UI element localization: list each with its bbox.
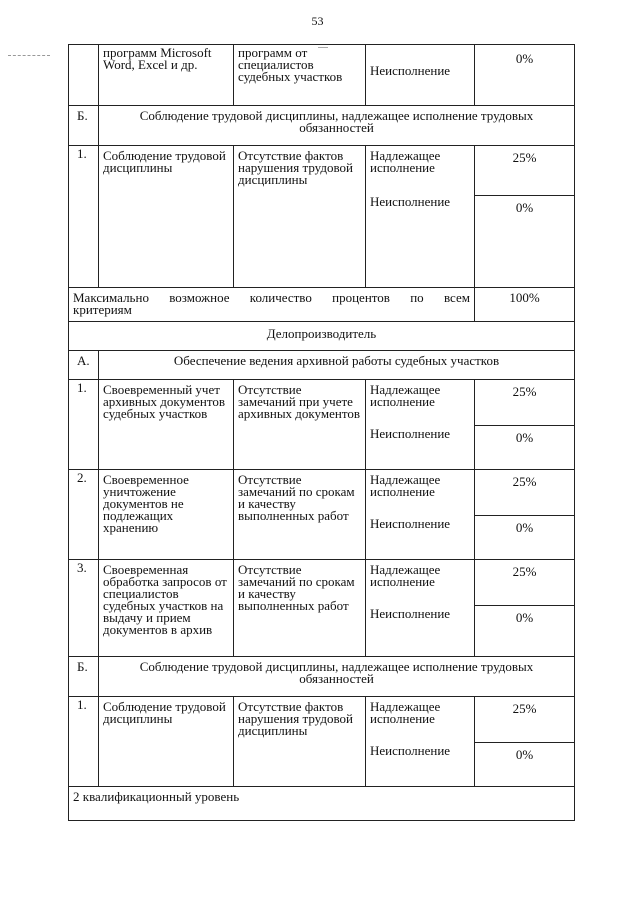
percent-cell	[475, 146, 575, 288]
section-title: Соблюдение трудовой дисциплины, надлежащее исполнение трудовых обязанностей	[99, 106, 575, 146]
status-fail: Неисполнение	[370, 194, 451, 209]
qualification-row	[69, 787, 575, 821]
indicator-cell: программ от специалистов судебных участков	[234, 45, 366, 106]
percent-cell	[475, 697, 575, 787]
row-number: 1.	[69, 146, 99, 288]
criterion-cell: Соблюдение трудовой дисциплины	[99, 146, 234, 288]
indicator-cell: Отсутствие замечаний по срокам и качеству выполненных работ	[234, 560, 366, 657]
criteria-table	[68, 44, 575, 821]
max-word: по	[410, 290, 424, 305]
table-row	[69, 697, 575, 787]
criterion-cell: Своевременное уничтожение документов не подлежащих хранению	[99, 470, 234, 560]
row-number: 2.	[69, 470, 99, 560]
status-cell	[366, 380, 475, 470]
status-cell	[366, 146, 475, 288]
percent-cell	[475, 560, 575, 657]
percent-ok: 25%	[475, 697, 574, 743]
max-percent-label	[69, 288, 475, 322]
status-cell	[366, 560, 475, 657]
percent-fail: 0%	[515, 430, 534, 445]
percent-cell	[475, 380, 575, 470]
section-letter: Б.	[69, 657, 99, 697]
percent-ok: 25%	[475, 146, 574, 196]
indicator-cell: Отсутствие фактов нарушения трудовой дисциплины	[234, 697, 366, 787]
status-fail: Неисполнение	[370, 426, 451, 441]
table-row	[69, 45, 575, 106]
indicator-cell: Отсутствие фактов нарушения трудовой дисциплины	[234, 146, 366, 288]
max-word: Максимально	[73, 290, 149, 305]
criterion-cell: Своевременный учет архивных документов судебных участков	[99, 380, 234, 470]
status-fail: Неисполнение	[370, 743, 451, 758]
max-word: критериям	[73, 302, 132, 317]
max-word: всем	[443, 290, 470, 305]
percent-ok: 25%	[475, 560, 574, 606]
status-cell	[366, 470, 475, 560]
criterion-cell: Своевременная обработка запросов от специалистов судебных участков на выдачу и прием документов в архив	[99, 560, 234, 657]
position-title: Делопроизводитель	[69, 322, 575, 351]
status-fail: Неисполнение	[366, 45, 475, 106]
section-letter: А.	[69, 351, 99, 380]
qualification-level: 2 квалификационный уровень	[69, 787, 575, 821]
criterion-cell: Соблюдение трудовой дисциплины	[99, 697, 234, 787]
section-row	[69, 106, 575, 146]
status-fail: Неисполнение	[370, 516, 451, 531]
row-number: 3.	[69, 560, 99, 657]
max-percent-row	[69, 288, 575, 322]
status-ok: Надлежащее исполнение	[370, 699, 441, 726]
percent-fail: 0%	[515, 520, 534, 535]
row-number: 1.	[69, 697, 99, 787]
status-cell	[366, 697, 475, 787]
max-word: процентов	[332, 290, 390, 305]
indicator-cell: Отсутствие замечаний по срокам и качеству выполненных работ	[234, 470, 366, 560]
percent-fail: 0%	[475, 45, 575, 106]
status-fail: Неисполнение	[370, 606, 451, 621]
table-row	[69, 560, 575, 657]
section-title: Соблюдение трудовой дисциплины, надлежащее исполнение трудовых обязанностей	[99, 657, 575, 697]
table-row	[69, 146, 575, 288]
table-row	[69, 380, 575, 470]
percent-ok: 25%	[475, 470, 574, 516]
section-title: Обеспечение ведения архивной работы судебных участков	[99, 351, 575, 380]
status-ok: Надлежащее исполнение	[370, 472, 441, 499]
criterion-cell: программ Microsoft Word, Excel и др.	[99, 45, 234, 106]
position-row	[69, 322, 575, 351]
row-number-cell	[69, 45, 99, 106]
percent-fail: 0%	[515, 747, 534, 762]
percent-ok: 25%	[475, 380, 574, 426]
status-ok: Надлежащее исполнение	[370, 382, 441, 409]
percent-cell	[475, 470, 575, 560]
section-letter: Б.	[69, 106, 99, 146]
status-ok: Надлежащее исполнение	[370, 562, 441, 589]
max-word: количество	[249, 290, 312, 305]
section-row	[69, 657, 575, 697]
row-number: 1.	[69, 380, 99, 470]
page-number: 53	[311, 14, 324, 28]
scan-artifact	[8, 55, 50, 56]
max-percent-value: 100%	[475, 288, 575, 322]
percent-fail: 0%	[515, 610, 534, 625]
percent-fail: 0%	[515, 200, 534, 215]
indicator-cell: Отсутствие замечаний при учете архивных документов	[234, 380, 366, 470]
table-row	[69, 470, 575, 560]
max-word: возможное	[169, 290, 230, 305]
section-row	[69, 351, 575, 380]
status-ok: Надлежащее исполнение	[370, 148, 441, 175]
